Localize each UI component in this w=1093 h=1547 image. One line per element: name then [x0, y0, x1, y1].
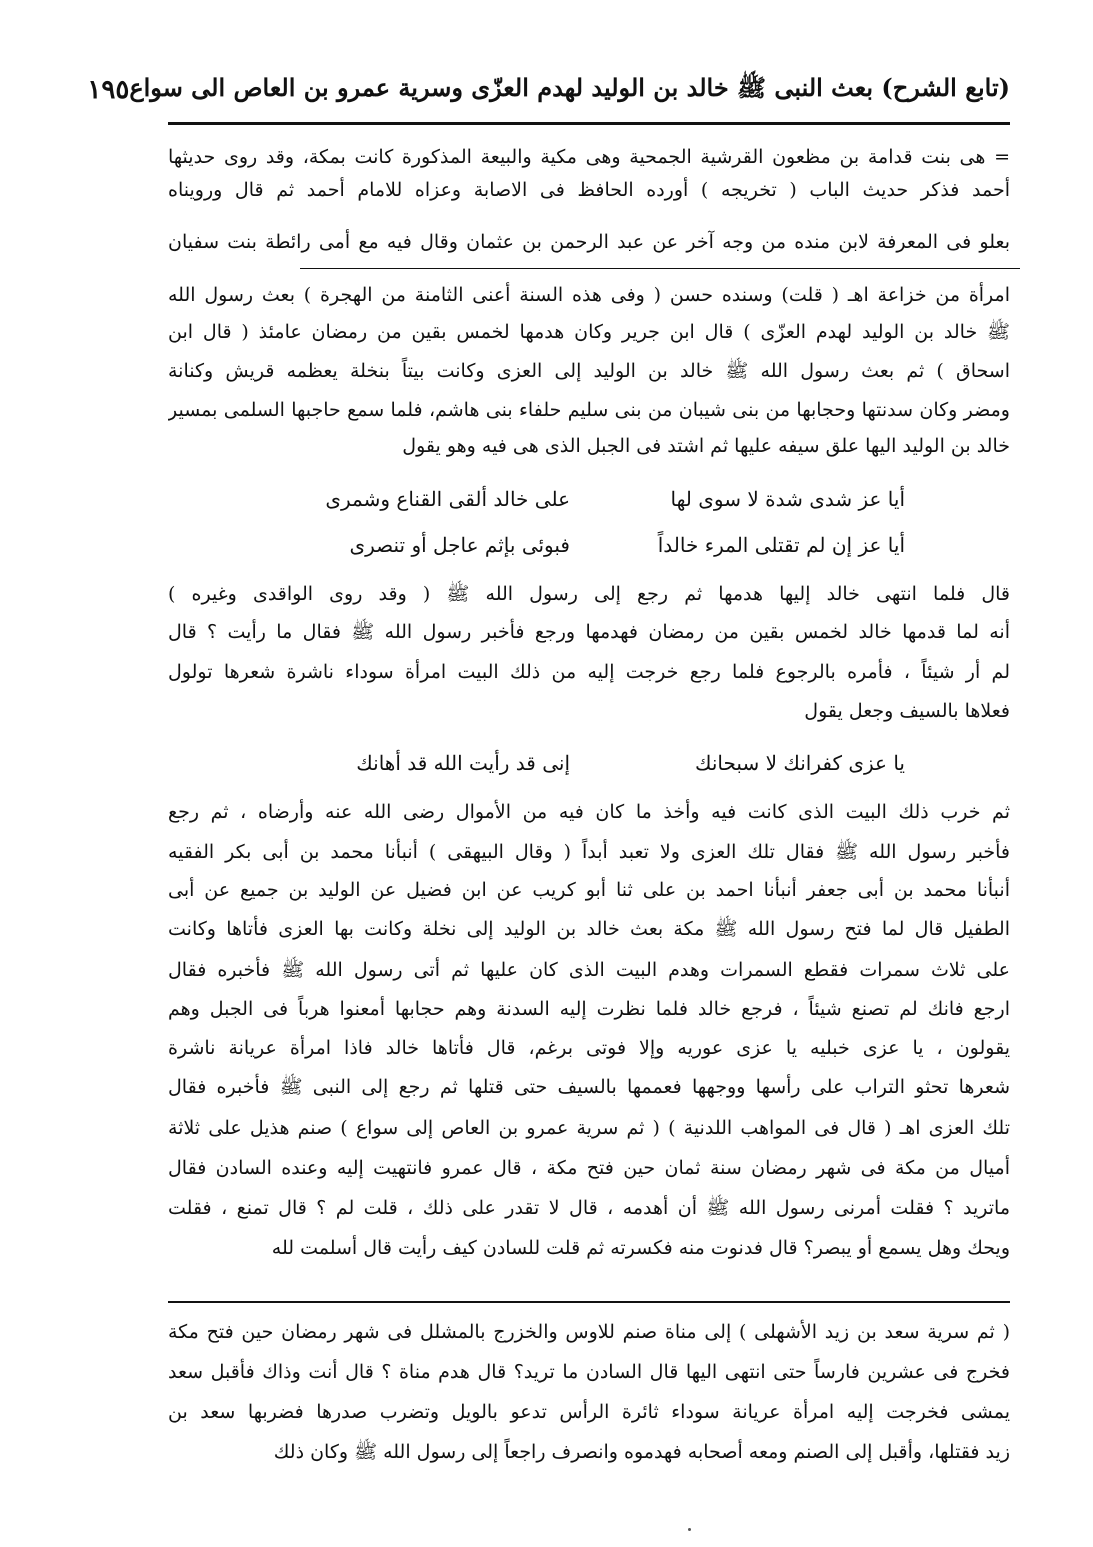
- text-line: = هى بنت قدامة بن مظعون القرشية الجمحية وهى مكية والبيعة المذكورة كانت بمكة، وقد روى حديثها: [168, 146, 1010, 168]
- text-line: الطفيل قال لما فتح رسول الله ﷺ مكة بعث خالد بن الوليد إلى نخلة وكانت بها العزى فأتاها وكانت: [168, 918, 1010, 940]
- text-line: ثم خرب ذلك البيت الذى كانت فيه وأخذ ما كان فيه من الأموال رضى الله عنه وأرضاه ، ثم رجع: [168, 801, 1010, 823]
- verse-first-hemistich: يا عزى كفرانك لا سبحانك: [695, 751, 905, 775]
- text-line: زيد فقتلها، وأقبل إلى الصنم ومعه أصحابه فهدموه وانصرف راجعاً إلى رسول الله ﷺ وكان ذلك: [273, 1441, 1010, 1463]
- text-line: على ثلاث سمرات فقطع السمرات وهدم البيت الذى كان عليها ثم أتى رسول الله ﷺ فأخبره فقال: [168, 959, 1010, 981]
- text-line: ومضر وكان سدنتها وحجابها من بنى شيبان من بنى سليم حلفاء بنى هاشم، فلما سمع حاجبها السلمى بمسير: [168, 399, 1010, 421]
- verse-second-hemistich: فبوئى بإثم عاجل أو تنصرى: [349, 533, 570, 557]
- text-line: لم أر شيئاً ، فأمره بالرجوع فلما رجع خرجت إليه من ذلك البيت امرأة سوداء ناشرة شعرها تولول: [168, 661, 1010, 683]
- text-line: أحمد فذكر حديث الباب ( تخريجه ) أورده الحافظ فى الاصابة وعزاه للامام أحمد ثم قال ورويناه: [168, 179, 1010, 201]
- text-line: شعرها تحثو التراب على رأسها ووجهها فعممها بالسيف حتى قتلها ثم رجع إلى النبى ﷺ فأخبره فقال: [168, 1076, 1010, 1098]
- text-line: أنبأنا محمد بن أبى جعفر أنبأنا احمد بن على ثنا أبو كريب عن ابن فضيل عن الوليد بن جميع عن أبى: [168, 879, 1010, 901]
- text-line: اسحاق ) ثم بعث رسول الله ﷺ خالد بن الوليد إلى العزى وكانت بيتاً بنخلة يعظمه قريش وكنانة: [168, 360, 1010, 382]
- header-rule: [168, 122, 1010, 125]
- text-line: تلك العزى اهـ ( قال فى المواهب اللدنية ) ( ثم سرية عمرو بن العاص إلى سواع ) صنم هذيل على ثلاثة: [168, 1117, 1010, 1139]
- text-line: أميال من مكة فى شهر رمضان سنة ثمان حين فتح مكة ، قال عمرو فانتهيت إليه وعنده السادن فقال: [168, 1157, 1010, 1179]
- text-line: يقولون ، يا عزى خبليه يا عزى عوريه وإلا فوتى برغم، قال فأتاها خالد فاذا امرأة عريانة ناشرة: [168, 1037, 1010, 1059]
- notes-rule: [168, 1301, 1010, 1303]
- text-line: امرأة من خزاعة اهـ ( قلت) وسنده حسن ( وفى هذه السنة أعنى الثامنة من الهجرة ) بعث رسول الله: [168, 284, 1010, 306]
- text-line: فأخبر رسول الله ﷺ فقال تلك العزى ولا تعبد أبداً ( وقال البيهقى ) أنبأنا محمد بن أبى بكر الفقيه: [168, 841, 1010, 863]
- text-line: قال فلما انتهى خالد إليها هدمها ثم رجع إلى رسول الله ﷺ ( وقد روى الواقدى وغيره ): [168, 583, 1010, 605]
- text-line: ﷺ خالد بن الوليد لهدم العزّى ) قال ابن جرير وكان هدمها لخمس بقين من رمضان عامئذ ( قال ابن: [168, 321, 1010, 343]
- print-dot: [688, 1528, 691, 1531]
- running-header: [87, 68, 1010, 112]
- text-line: ( ثم سرية سعد بن زيد الأشهلى ) إلى مناة صنم للاوس والخزرج بالمشلل فى شهر رمضان حين فتح مكة: [168, 1321, 1010, 1343]
- text-line: فخرج فى عشرين فارساً حتى انتهى اليها قال السادن ما تريد؟ قال هدم مناة ؟ قال أنت وذاك فأقبل سعد: [168, 1361, 1010, 1383]
- page-number: ١٩٥: [87, 75, 130, 105]
- text-line: خالد بن الوليد اليها علق سيفه عليها ثم اشتد فى الجبل الذى هى فيه وهو يقول: [402, 435, 1010, 457]
- verse-second-hemistich: إنى قد رأيت الله قد أهانك: [356, 751, 570, 775]
- text-line: أنه لما قدمها خالد لخمس بقين من رمضان فهدمها ورجع فأخبر رسول الله ﷺ فقال ما رأيت ؟ قال: [168, 621, 1010, 643]
- inset-rule: [300, 268, 1020, 269]
- header-title: (تابع الشرح) بعث النبى ﷺ خالد بن الوليد لهدم العزّى وسرية عمرو بن العاص الى سواع: [129, 72, 1010, 102]
- text-line: يمشى فخرجت إليه امرأة عريانة سوداء ثائرة الرأس تدعو بالويل وتضرب صدرها فضربها سعد بن: [168, 1401, 1010, 1423]
- text-line: ماتريد ؟ فقلت أمرنى رسول الله ﷺ أن أهدمه ، قال لا تقدر على ذلك ، قلت لم ؟ قال تمنع ، فقلت: [168, 1197, 1010, 1219]
- verse-second-hemistich: على خالد ألقى القناع وشمرى: [325, 487, 570, 511]
- verse-first-hemistich: أيا عز إن لم تقتلى المرء خالداً: [657, 533, 905, 557]
- text-line: فعلاها بالسيف وجعل يقول: [804, 700, 1010, 722]
- verse-first-hemistich: أيا عز شدى شدة لا سوى لها: [670, 487, 905, 511]
- text-line: ويحك وهل يسمع أو يبصر؟ قال فدنوت منه فكسرته ثم قلت للسادن كيف رأيت قال أسلمت لله: [271, 1237, 1010, 1259]
- text-line: ارجع فانك لم تصنع شيئاً ، فرجع خالد فلما نظرت إليه السدنة وهم حجابها أمعنوا هرباً فى الجبل وهم: [168, 998, 1010, 1020]
- text-line: بعلو فى المعرفة لابن منده من وجه آخر عن عبد الرحمن بن عثمان وقال فيه مع أمى رائطة بنت سفيان: [168, 231, 1010, 253]
